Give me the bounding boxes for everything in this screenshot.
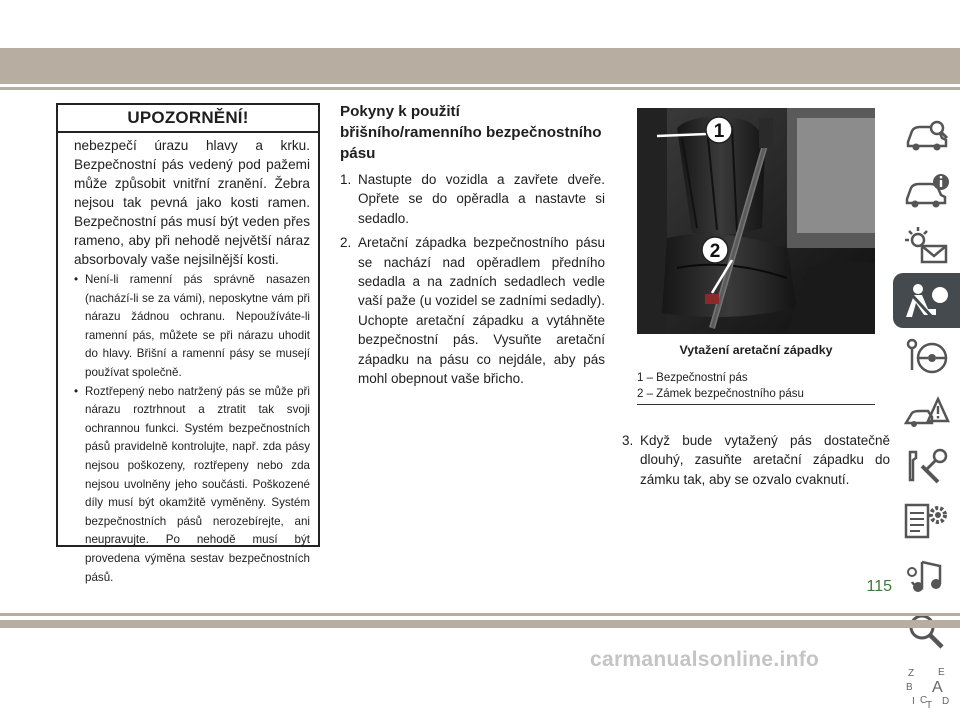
tab-starting-operating[interactable] bbox=[893, 328, 960, 383]
svg-text:Z: Z bbox=[907, 667, 914, 679]
warning-body bbox=[58, 133, 318, 587]
tab-getting-to-know[interactable] bbox=[893, 163, 960, 218]
steering-key-icon bbox=[902, 336, 952, 376]
step-item bbox=[622, 431, 890, 489]
instructions-steps-continued bbox=[622, 431, 890, 489]
step-text: Aretační západka bezpečnostního pásu se nachází nad opěradlem předního sedadla a na zadních sedadlech vedle vaší paže (u vozidel se zadními sedadly). Uchopte aretační západku a vytáhněte bezpečnostní pás. Vysuňte aretační západku na pásu co nejdále, aby pás mohl obepnout vaše břicho. bbox=[358, 235, 605, 387]
warning-lights-message-icon bbox=[902, 226, 952, 266]
instructions-column bbox=[340, 101, 605, 393]
footer-band bbox=[0, 620, 960, 628]
car-search-icon bbox=[902, 116, 952, 156]
tab-multimedia[interactable] bbox=[893, 548, 960, 603]
warning-bullet bbox=[74, 271, 310, 383]
tools-icon bbox=[902, 446, 952, 486]
page-number: 115 bbox=[866, 578, 892, 595]
airbag-seatbelt-icon bbox=[902, 281, 952, 321]
step-number: 2. bbox=[340, 235, 352, 251]
figure-legend bbox=[637, 370, 875, 405]
step-number: 3. bbox=[622, 433, 634, 448]
tab-emergency[interactable] bbox=[893, 383, 960, 438]
step-text: Když bude vytažený pás dostatečně dlouhý, zasuňte aretační západku do zámku tak, aby se ozvalo cvaknutí. bbox=[640, 433, 890, 487]
header-band bbox=[0, 48, 960, 84]
warning-lead-text: nebezpečí úrazu hlavy a krku. Bezpečnostní pás vedený pod pažemi může způsobit vnitřní zranění. Žebra nejsou tak pevná jako kosti ramen. Bezpečnostní pás musí být veden přes rameno, aby při nehodě největší náraz absorbovaly vaše nejsilnější kosti. bbox=[74, 138, 310, 267]
watermark: carmanualsonline.info bbox=[590, 648, 820, 671]
car-info-icon bbox=[902, 171, 952, 211]
warning-bullet-text: Roztřepený nebo natržený pás se může při nárazu roztrhnout a ztratit tak svoji ochrannou funkci. Systém bezpečnostních pásů pravidelně kontrolujte, např. zda pásy nejsou poškozeny, roztřepeny nebo zda nejsou uvolněny jeho součásti. Poškozené díly musí být okamžitě vyměněny. Systém bezpečnostních pásů nerozebírejte, ani neupravujte. Po nehodě musí být provedena výměna sestav bezpečnostních pásů. bbox=[85, 384, 310, 584]
tab-vehicle-overview[interactable] bbox=[893, 108, 960, 163]
bullet-dot: • bbox=[74, 273, 79, 286]
figure-caption: Vytažení aretační západky bbox=[679, 343, 833, 357]
svg-text:E: E bbox=[937, 666, 945, 678]
magnifier-icon bbox=[902, 611, 952, 651]
tab-customer-assistance[interactable] bbox=[893, 603, 960, 658]
svg-text:A: A bbox=[931, 678, 943, 696]
step-number: 1. bbox=[340, 172, 352, 187]
alphabet-index-icon bbox=[902, 664, 952, 711]
warning-bullet-text: Není-li ramenní pás správně nasazen (nachází-li se za vámi), neposkytne vám při nárazu žádnou ochranu. Nepoužíváte-li ramenní pás, můžete se při nárazu uhodit do hlavy. Břišní a ramenní pásy se musejí používat společně. bbox=[85, 273, 310, 379]
header-rule bbox=[0, 87, 960, 90]
callout-1-label: 1 bbox=[713, 121, 725, 142]
multimedia-music-icon bbox=[902, 556, 952, 596]
svg-text:I: I bbox=[911, 695, 915, 707]
tab-instrument-panel[interactable] bbox=[893, 218, 960, 273]
tab-safety[interactable] bbox=[893, 273, 960, 328]
bullet-dot: • bbox=[74, 384, 79, 398]
step-item bbox=[340, 233, 605, 388]
svg-text:B: B bbox=[905, 681, 913, 693]
svg-text:D: D bbox=[941, 695, 949, 707]
footer-rule bbox=[0, 613, 960, 616]
warning-bullet bbox=[74, 383, 310, 588]
instructions-heading: Pokyny k použití břišního/ramenního bezpečnostního pásu bbox=[340, 103, 602, 162]
seat-belt-photo bbox=[637, 108, 875, 334]
legend-item: 1 – Bezpečnostní pás bbox=[637, 372, 748, 384]
instructions-steps bbox=[340, 170, 605, 388]
tab-technical-specifications[interactable] bbox=[893, 493, 960, 548]
roadside-warning-icon bbox=[902, 391, 952, 431]
svg-text:C: C bbox=[919, 694, 927, 706]
callout-2-label: 2 bbox=[709, 241, 721, 262]
tab-servicing[interactable] bbox=[893, 438, 960, 493]
warning-box bbox=[56, 103, 320, 584]
tab-index[interactable] bbox=[893, 658, 960, 713]
legend-item: 2 – Zámek bezpečnostního pásu bbox=[637, 388, 804, 400]
warning-title: UPOZORNĚNÍ! bbox=[58, 105, 318, 133]
step-item bbox=[340, 170, 605, 228]
specifications-gear-icon bbox=[902, 501, 952, 541]
step-text: Nastupte do vozidla a zavřete dveře. Opřete se do opěradla a nastavte si sedadlo. bbox=[358, 172, 605, 226]
svg-text:T: T bbox=[925, 699, 932, 711]
warning-bullet-list bbox=[74, 271, 310, 587]
